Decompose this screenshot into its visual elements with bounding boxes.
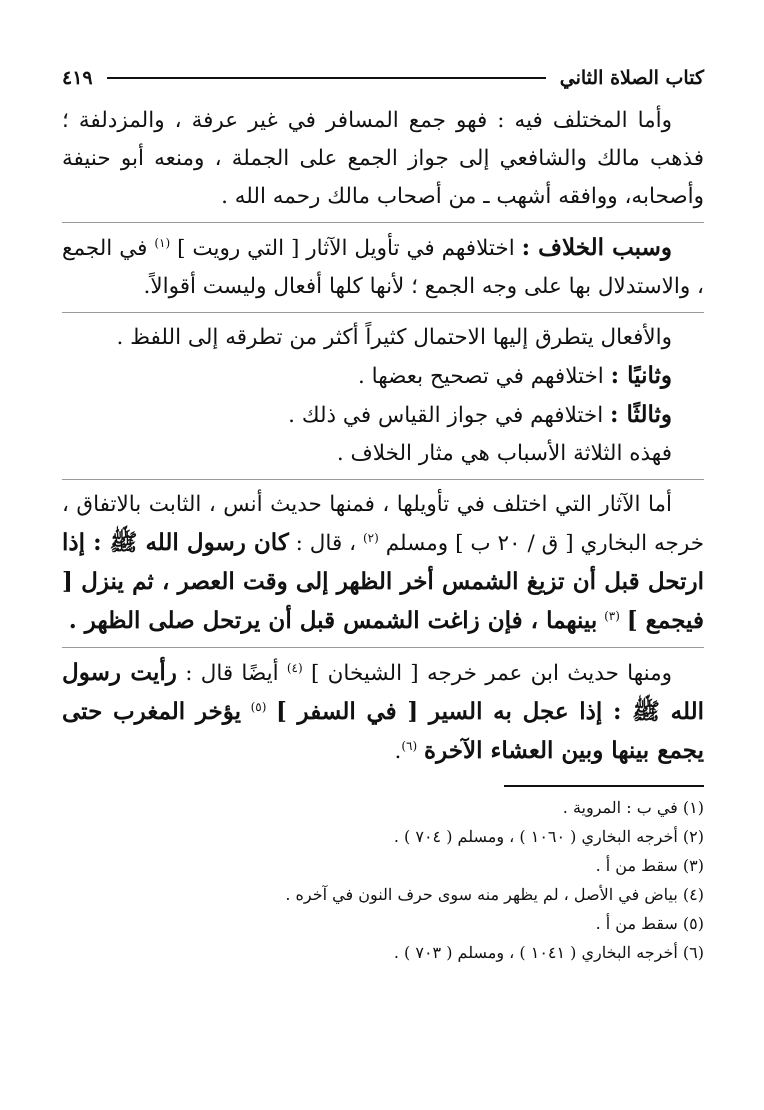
paragraph-text: وأما المختلف فيه : فهو جمع المسافر في غير عرفة ، والمزدلفة ؛ فذهب مالك والشافعي إلى جواز الجمع على الجملة ، ومنعه أبو حنيفة وأصحابه، ووافقه أشهب ـ من أصحاب مالك رحمه الله . [62,108,704,209]
paragraph-disputed [62,102,704,216]
paragraph-text: . [394,739,402,764]
paragraph-ibn-umar-hadith [62,654,704,771]
footnotes [62,793,704,967]
paragraph-text: والأفعال يتطرق إليها الاحتمال كثيراً أكثر من تطرقه إلى اللفظ . [116,325,672,350]
divider [62,479,704,480]
section-label-cause: وسبب الخلاف : [521,234,672,261]
label-second: وثانيًا : [610,362,672,389]
paragraph-text: اختلافهم في جواز القياس في ذلك . [288,403,604,428]
footnote-ref-5[interactable]: (٥) [250,699,267,714]
header-rule [107,77,546,79]
paragraph-cause [62,229,704,306]
hadith-text: كان رسول الله ﷺ : إذا ارتحل قبل أن تزيغ الشمس أخر الظهر إلى وقت العصر ، ثم ينزل [ فيجمع ] [62,529,704,634]
page-header [62,62,704,94]
footnote-ref-2[interactable]: (٢) [362,530,379,545]
divider [62,647,704,648]
footnote-6: (٦) أخرجه البخاري ( ١٠٤١ ) ، ومسلم ( ٧٠٣ ) . [393,943,704,962]
paragraph-text: أما الآثار التي اختلف في تأويلها ، فمنها حديث أنس ، الثابت بالاتفاق ، خرجه البخاري [ ق / ٢٠ ب ] ومسلم [62,492,704,556]
footnote-ref-1[interactable]: (١) [154,235,171,250]
footnote-1: (١) في ب : المروية . [562,798,704,817]
divider [62,312,704,313]
paragraph-actions [62,319,704,357]
footnote-5: (٥) سقط من أ . [595,914,704,933]
running-title: كتاب الصلاة الثاني [559,67,704,89]
hadith-text: بينهما ، فإن زاغت الشمس قبل أن يرتحل صلى الظهر . [68,607,598,634]
footnote-ref-4[interactable]: (٤) [286,660,303,675]
paragraph-second [62,357,704,396]
paragraph-text: ، قال : [295,531,357,556]
page-number: ٤١٩ [62,67,93,89]
paragraph-text: اختلافهم في تأويل الآثار [ التي رويت ] [177,236,515,261]
paragraph-text: ومنها حديث ابن عمر خرجه [ الشيخان ] [310,661,672,686]
paragraph-third [62,396,704,435]
paragraph-text: اختلافهم في تصحيح بعضها . [358,364,604,389]
hadith-text: يؤخر المغرب حتى يجمع بينها وبين العشاء الآخرة [62,698,704,764]
footnote-rule [504,785,704,787]
footnote-4: (٤) بياض في الأصل ، لم يظهر منه سوى حرف النون في آخره . [285,885,704,904]
paragraph-causes-summary [62,435,704,473]
footnote-3: (٣) سقط من أ . [595,856,704,875]
book-page [62,62,704,1092]
footnote-2: (٢) أخرجه البخاري ( ١٠٦٠ ) ، ومسلم ( ٧٠٤ ) . [393,827,704,846]
paragraph-text: في الجمع ، والاستدلال بها على وجه الجمع ؛ لأنها كلها أفعال وليست أقوالاً. [62,236,704,299]
paragraph-text: فهذه الثلاثة الأسباب هي مثار الخلاف . [336,441,672,466]
label-third: وثالثًا : [610,401,672,428]
paragraph-text: أيضًا قال : [185,661,279,686]
footnote-ref-3[interactable]: (٣) [604,608,620,623]
paragraph-anas-hadith [62,486,704,641]
hadith-text: رأيت رسول الله ﷺ : إذا عجل به السير [ في السفر ] [62,659,705,725]
divider [62,222,704,223]
footnote-ref-6[interactable]: (٦) [401,738,418,753]
